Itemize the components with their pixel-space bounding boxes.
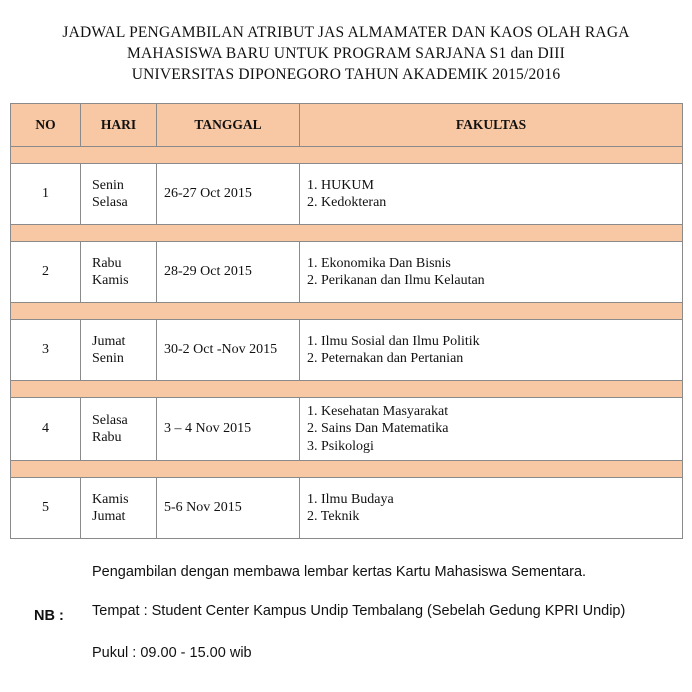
cell-tanggal: 3 – 4 Nov 2015 — [157, 398, 300, 461]
note-line-card: Pengambilan dengan membawa lembar kertas Kartu Mahasiswa Sementara. — [92, 564, 587, 580]
hari-line: Senin — [92, 178, 124, 193]
document-title — [0, 22, 692, 85]
cell-hari — [81, 164, 157, 225]
title-line-3: UNIVERSITAS DIPONEGORO TAHUN AKADEMIK 2015/2016 — [131, 66, 561, 83]
table-header-row — [11, 104, 683, 147]
fakultas-item: 2. Kedokteran — [307, 195, 387, 210]
table-spacer-row — [11, 303, 683, 320]
table-spacer-row — [11, 225, 683, 242]
cell-hari — [81, 242, 157, 303]
fakultas-item: 3. Psikologi — [307, 438, 374, 454]
fakultas-item: 1. Ilmu Budaya — [307, 491, 394, 507]
header-hari: HARI — [81, 104, 157, 147]
cell-hari — [81, 478, 157, 539]
cell-fakultas — [300, 478, 683, 539]
hari-line: Kamis — [92, 273, 129, 288]
note-line-time: Pukul : 09.00 - 15.00 wib — [92, 645, 252, 661]
table-row — [11, 398, 683, 461]
fakultas-item: 2. Teknik — [307, 509, 360, 524]
hari-line: Jumat — [92, 334, 126, 349]
hari-line: Selasa — [92, 195, 128, 210]
fakultas-item: 2. Peternakan dan Pertanian — [307, 351, 464, 366]
title-line-1: JADWAL PENGAMBILAN ATRIBUT JAS ALMAMATER DAN KAOS OLAH RAGA — [62, 24, 630, 41]
cell-fakultas — [300, 320, 683, 381]
cell-tanggal: 5-6 Nov 2015 — [157, 478, 300, 539]
hari-line: Rabu — [92, 256, 122, 271]
cell-tanggal: 30-2 Oct -Nov 2015 — [157, 320, 300, 381]
table-row — [11, 242, 683, 303]
cell-no: 5 — [11, 478, 81, 539]
header-no: NO — [11, 104, 81, 147]
cell-tanggal: 26-27 Oct 2015 — [157, 164, 300, 225]
hari-line: Rabu — [92, 430, 122, 445]
table-row — [11, 478, 683, 539]
hari-line: Kamis — [92, 492, 129, 507]
hari-line: Senin — [92, 351, 124, 366]
title-line-2: MAHASISWA BARU UNTUK PROGRAM SARJANA S1 dan DIII — [126, 45, 566, 62]
cell-no: 4 — [11, 398, 81, 461]
table-spacer-row — [11, 147, 683, 164]
fakultas-item: 1. HUKUM — [307, 177, 374, 193]
table-row — [11, 320, 683, 381]
fakultas-item: 2. Sains Dan Matematika — [307, 421, 449, 437]
table-spacer-row — [11, 461, 683, 478]
schedule-table — [10, 103, 683, 539]
fakultas-item: 1. Ilmu Sosial dan Ilmu Politik — [307, 333, 480, 349]
fakultas-item: 1. Ekonomika Dan Bisnis — [307, 255, 451, 271]
cell-no: 2 — [11, 242, 81, 303]
fakultas-item: 1. Kesehatan Masyarakat — [307, 403, 449, 419]
fakultas-item: 2. Perikanan dan Ilmu Kelautan — [307, 273, 485, 288]
cell-fakultas — [300, 242, 683, 303]
table-spacer-row — [11, 381, 683, 398]
cell-fakultas — [300, 164, 683, 225]
cell-hari — [81, 320, 157, 381]
note-line-location: Tempat : Student Center Kampus Undip Tembalang (Sebelah Gedung KPRI Undip) — [92, 603, 626, 619]
cell-fakultas — [300, 398, 683, 461]
cell-no: 1 — [11, 164, 81, 225]
nb-label: NB : — [34, 608, 64, 624]
header-fakultas: FAKULTAS — [300, 104, 683, 147]
cell-hari — [81, 398, 157, 461]
cell-no: 3 — [11, 320, 81, 381]
hari-line: Jumat — [92, 509, 126, 524]
cell-tanggal: 28-29 Oct 2015 — [157, 242, 300, 303]
hari-line: Selasa — [92, 413, 128, 428]
table-row — [11, 164, 683, 225]
header-tanggal: TANGGAL — [157, 104, 300, 147]
